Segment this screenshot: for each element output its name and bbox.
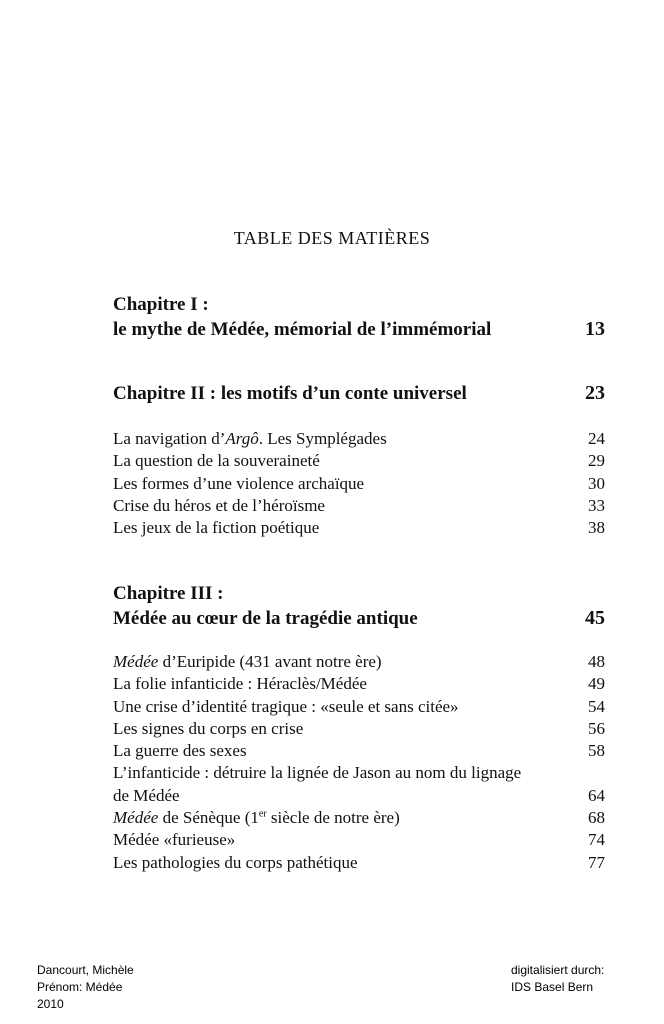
chapter-1-title: le mythe de Médée, mémorial de l’immémorial bbox=[113, 319, 492, 340]
chapter-1-page: 13 bbox=[585, 318, 605, 340]
chapter-1-label: Chapitre I : bbox=[113, 294, 209, 315]
toc-entry bbox=[113, 495, 605, 517]
toc-entry bbox=[113, 718, 605, 740]
toc-entry-page: 38 bbox=[588, 518, 605, 538]
footer-year: 2010 bbox=[37, 997, 64, 1011]
toc-entry-title: Les signes du corps en crise bbox=[113, 718, 304, 738]
toc-entry-page: 64 bbox=[588, 785, 605, 805]
footer-digitized-by: digitalisiert durch: bbox=[511, 963, 605, 977]
toc-entry bbox=[113, 428, 605, 450]
footer-digitization bbox=[511, 962, 604, 996]
chapter-2-title: Chapitre II : les motifs d’un conte universel bbox=[113, 383, 467, 404]
toc-entry-page: 56 bbox=[588, 718, 605, 738]
toc-entry-title: Crise du héros et de l’héroïsme bbox=[113, 495, 325, 515]
toc-entry-title: Les jeux de la fiction poétique bbox=[113, 518, 320, 538]
chapter-3-heading bbox=[113, 581, 605, 631]
toc-entry-page: 24 bbox=[588, 429, 605, 448]
toc-entry bbox=[113, 651, 605, 673]
toc-entry-title: La guerre des sexes bbox=[113, 741, 247, 761]
toc-entry-page: 74 bbox=[588, 830, 605, 850]
chapter-3-sections bbox=[113, 651, 605, 874]
toc-entry-page: 33 bbox=[588, 495, 605, 515]
chapter-2-heading bbox=[113, 381, 605, 406]
chapter-3-title: Médée au cœur de la tragédie antique bbox=[113, 608, 418, 629]
toc-entry bbox=[113, 740, 605, 762]
toc-entry-title: Les pathologies du corps pathétique bbox=[113, 852, 358, 872]
toc-entry-page: 48 bbox=[588, 652, 605, 671]
chapter-2-page: 23 bbox=[585, 382, 605, 404]
toc-entry-title: Médée d’Euripide (431 avant notre ère) bbox=[113, 652, 382, 671]
toc-entry bbox=[113, 852, 605, 874]
toc-entry-page: 54 bbox=[588, 696, 605, 716]
chapter-1-heading bbox=[113, 292, 605, 342]
footer-institution: IDS Basel Bern bbox=[511, 980, 594, 994]
toc-entry-title-continued: de Médée bbox=[113, 785, 180, 805]
toc-entry bbox=[113, 450, 605, 472]
toc-entry bbox=[113, 517, 605, 539]
toc-entry bbox=[113, 762, 605, 807]
toc-entry-title: Une crise d’identité tragique : «seule et sans citée» bbox=[113, 696, 459, 716]
toc-entry-page: 29 bbox=[588, 451, 605, 471]
chapter-3-label: Chapitre III : bbox=[113, 583, 224, 604]
toc-entry-title: La folie infanticide : Héraclès/Médée bbox=[113, 674, 367, 694]
toc-entry-title: La question de la souveraineté bbox=[113, 451, 320, 471]
chapter-3-page: 45 bbox=[585, 607, 605, 629]
toc-entry bbox=[113, 807, 605, 829]
toc-entry-page: 58 bbox=[588, 741, 605, 761]
footer-author: Dancourt, Michèle bbox=[37, 963, 134, 977]
toc-entry-page: 30 bbox=[588, 473, 605, 493]
toc-entry-page: 49 bbox=[588, 674, 605, 694]
page-title: TABLE DES MATIÈRES bbox=[233, 228, 431, 248]
toc-entry-title: Médée de Sénèque (1er siècle de notre ère) bbox=[113, 808, 400, 828]
toc-entry-title: Médée «furieuse» bbox=[113, 830, 236, 850]
footer-prenom: Prénom: Médée bbox=[37, 980, 123, 994]
toc-entry-title: L’infanticide : détruire la lignée de Jason au nom du lignage bbox=[113, 763, 522, 783]
toc-entry-title: La navigation d’Argô. Les Symplégades bbox=[113, 429, 387, 448]
footer-metadata bbox=[37, 962, 134, 1013]
toc-entry-page: 77 bbox=[588, 852, 605, 872]
toc-entry bbox=[113, 696, 605, 718]
chapter-2-sections bbox=[113, 428, 605, 539]
toc-entry-page: 68 bbox=[588, 808, 605, 828]
toc-entry-title: Les formes d’une violence archaïque bbox=[113, 473, 365, 493]
toc-entry bbox=[113, 473, 605, 495]
toc-entry bbox=[113, 673, 605, 695]
toc-entry bbox=[113, 829, 605, 851]
